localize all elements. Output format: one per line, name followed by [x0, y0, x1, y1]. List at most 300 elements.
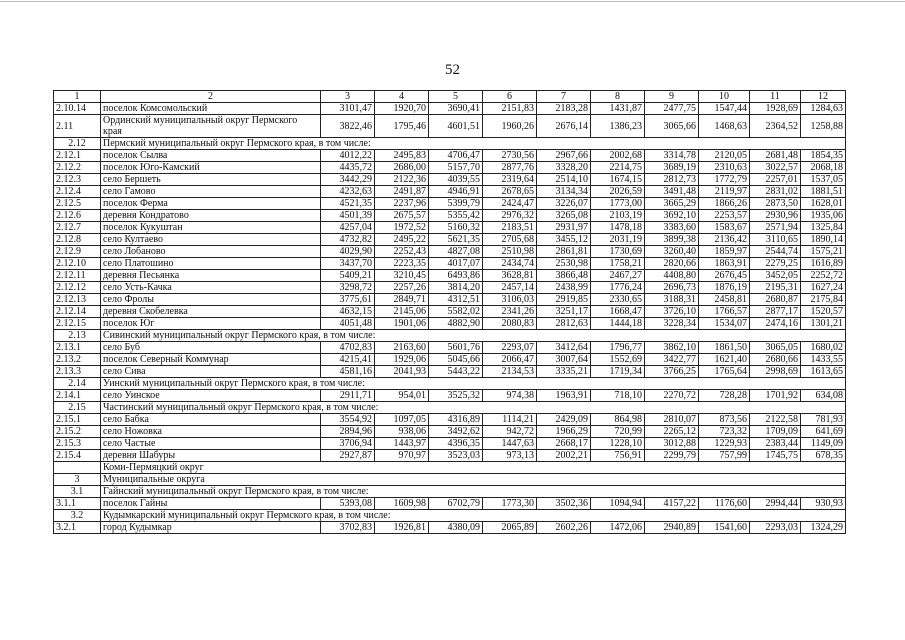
value-cell: 1613,65: [801, 366, 846, 378]
row-code: 2.15.1: [54, 414, 101, 426]
row-code: 2.12.15: [54, 318, 101, 330]
column-number: 6: [483, 91, 537, 103]
value-cell: 5621,35: [429, 234, 483, 246]
table-row: [54, 246, 846, 258]
value-cell: 1859,97: [699, 246, 750, 258]
row-code: 2.14.1: [54, 390, 101, 402]
value-cell: 2705,68: [483, 234, 537, 246]
value-cell: 2495,22: [375, 234, 429, 246]
value-cell: 2894,96: [321, 426, 375, 438]
value-cell: 728,28: [699, 390, 750, 402]
section-row: [54, 402, 846, 414]
settlement-name: поселок Юго-Камский: [101, 162, 321, 174]
value-cell: 2467,27: [591, 270, 645, 282]
section-title: Уинский муниципальный округ Пермского края, в том числе:: [101, 378, 846, 390]
column-number: 9: [645, 91, 699, 103]
value-cell: 3899,38: [645, 234, 699, 246]
value-cell: 1854,35: [801, 150, 846, 162]
page-number: 52: [445, 62, 460, 78]
settlement-name: село Култаево: [101, 234, 321, 246]
value-cell: 2122,36: [375, 174, 429, 186]
row-code: 2.12.14: [54, 306, 101, 318]
value-cell: 4882,90: [429, 318, 483, 330]
row-code: 2.12.5: [54, 198, 101, 210]
value-cell: 2163,60: [375, 342, 429, 354]
value-cell: 1284,63: [801, 103, 846, 115]
value-cell: 3706,94: [321, 438, 375, 450]
value-cell: 3065,66: [645, 115, 699, 138]
value-cell: 718,10: [591, 390, 645, 402]
value-cell: 2257,01: [750, 174, 801, 186]
value-cell: 2510,98: [483, 246, 537, 258]
value-cell: 1890,14: [801, 234, 846, 246]
table-row: [54, 306, 846, 318]
value-cell: 2994,44: [750, 498, 801, 510]
value-cell: 756,91: [591, 450, 645, 462]
value-cell: 3188,31: [645, 294, 699, 306]
value-cell: 1621,40: [699, 354, 750, 366]
value-cell: 4706,47: [429, 150, 483, 162]
value-cell: 723,32: [699, 426, 750, 438]
value-cell: 1719,34: [591, 366, 645, 378]
value-cell: 2530,98: [537, 258, 591, 270]
value-cell: 3210,45: [375, 270, 429, 282]
value-cell: 2252,43: [375, 246, 429, 258]
row-code: 2.15.3: [54, 438, 101, 450]
value-cell: 2911,71: [321, 390, 375, 402]
row-code: 2.12.11: [54, 270, 101, 282]
value-cell: 938,06: [375, 426, 429, 438]
row-code: 3.1.1: [54, 498, 101, 510]
value-cell: 2680,87: [750, 294, 801, 306]
value-cell: 1929,06: [375, 354, 429, 366]
value-cell: 2214,75: [591, 162, 645, 174]
value-cell: 2930,96: [750, 210, 801, 222]
section-title: Частинский муниципальный округ Пермского края, в том числе:: [101, 402, 846, 414]
value-cell: 2998,69: [750, 366, 801, 378]
section-row: [54, 510, 846, 522]
value-cell: 3452,05: [750, 270, 801, 282]
row-code: 2.15.2: [54, 426, 101, 438]
column-number: 1: [54, 91, 101, 103]
value-cell: 2031,19: [591, 234, 645, 246]
value-cell: 2068,18: [801, 162, 846, 174]
value-cell: 634,08: [801, 390, 846, 402]
value-cell: 1094,94: [591, 498, 645, 510]
value-cell: 2678,65: [483, 186, 537, 198]
settlement-name: деревня Кондратово: [101, 210, 321, 222]
table-row: [54, 186, 846, 198]
value-cell: 3442,29: [321, 174, 375, 186]
value-cell: 1772,79: [699, 174, 750, 186]
value-cell: 2831,02: [750, 186, 801, 198]
value-cell: 3628,81: [483, 270, 537, 282]
value-cell: 3335,21: [537, 366, 591, 378]
value-cell: 3412,64: [537, 342, 591, 354]
value-cell: 3692,10: [645, 210, 699, 222]
value-cell: 2434,74: [483, 258, 537, 270]
value-cell: 4039,55: [429, 174, 483, 186]
value-cell: 3012,88: [645, 438, 699, 450]
value-cell: 1680,02: [801, 342, 846, 354]
value-cell: 2812,73: [645, 174, 699, 186]
value-cell: 2080,83: [483, 318, 537, 330]
value-cell: 3455,12: [537, 234, 591, 246]
value-cell: 1097,05: [375, 414, 429, 426]
value-cell: 2861,81: [537, 246, 591, 258]
row-code: [54, 462, 101, 474]
row-code: 2.11: [54, 115, 101, 138]
value-cell: 3766,25: [645, 366, 699, 378]
section-title: Муниципальные округа: [101, 474, 846, 486]
table-row: [54, 258, 846, 270]
section-row: [54, 330, 846, 342]
section-title: Гайнский муниципальный округ Пермского края, в том числе:: [101, 486, 846, 498]
value-cell: 4601,51: [429, 115, 483, 138]
value-cell: 2438,99: [537, 282, 591, 294]
settlement-name: село Фролы: [101, 294, 321, 306]
settlement-name: деревня Скобелевка: [101, 306, 321, 318]
value-cell: 3383,60: [645, 222, 699, 234]
value-cell: 1583,67: [699, 222, 750, 234]
value-cell: 4316,89: [429, 414, 483, 426]
value-cell: 864,98: [591, 414, 645, 426]
value-cell: 2341,26: [483, 306, 537, 318]
row-code: 2.15.4: [54, 450, 101, 462]
section-row: [54, 462, 846, 474]
value-cell: 2223,35: [375, 258, 429, 270]
value-cell: 1229,93: [699, 438, 750, 450]
value-cell: 1795,46: [375, 115, 429, 138]
row-code: 2.14: [54, 378, 101, 390]
settlement-name: село Ножовка: [101, 426, 321, 438]
value-cell: 4632,15: [321, 306, 375, 318]
value-cell: 2383,44: [750, 438, 801, 450]
value-cell: 1258,88: [801, 115, 846, 138]
settlement-name: село Лобаново: [101, 246, 321, 258]
value-cell: 2145,06: [375, 306, 429, 318]
value-cell: 970,97: [375, 450, 429, 462]
value-cell: 3525,32: [429, 390, 483, 402]
value-cell: 1301,21: [801, 318, 846, 330]
section-row: [54, 474, 846, 486]
value-cell: 1114,21: [483, 414, 537, 426]
value-cell: 2919,85: [537, 294, 591, 306]
value-cell: 3866,48: [537, 270, 591, 282]
value-cell: 2252,72: [801, 270, 846, 282]
value-cell: 2495,83: [375, 150, 429, 162]
value-cell: 1433,55: [801, 354, 846, 366]
value-cell: 4702,83: [321, 342, 375, 354]
value-cell: 3134,34: [537, 186, 591, 198]
value-cell: 3523,03: [429, 450, 483, 462]
row-code: 2.12.1: [54, 150, 101, 162]
value-cell: 2424,47: [483, 198, 537, 210]
value-cell: 720,99: [591, 426, 645, 438]
settlement-name: деревня Шабуры: [101, 450, 321, 462]
value-cell: 2676,14: [537, 115, 591, 138]
value-cell: 3228,34: [645, 318, 699, 330]
value-cell: 1472,06: [591, 522, 645, 534]
value-cell: 3862,10: [645, 342, 699, 354]
value-cell: 1176,60: [699, 498, 750, 510]
settlement-name: поселок Юг: [101, 318, 321, 330]
value-cell: 2675,57: [375, 210, 429, 222]
value-cell: 3298,72: [321, 282, 375, 294]
value-cell: 2571,94: [750, 222, 801, 234]
value-cell: 1926,81: [375, 522, 429, 534]
value-cell: 2151,83: [483, 103, 537, 115]
value-cell: 3726,10: [645, 306, 699, 318]
value-cell: 942,72: [483, 426, 537, 438]
value-cell: 3265,08: [537, 210, 591, 222]
value-cell: 4396,35: [429, 438, 483, 450]
value-cell: 2103,19: [591, 210, 645, 222]
row-code: 2.12.9: [54, 246, 101, 258]
value-cell: 1149,09: [801, 438, 846, 450]
value-cell: 2279,25: [750, 258, 801, 270]
row-code: 2.13.1: [54, 342, 101, 354]
value-cell: 873,56: [699, 414, 750, 426]
row-code: 2.13: [54, 330, 101, 342]
value-cell: 2119,97: [699, 186, 750, 198]
value-cell: 1972,52: [375, 222, 429, 234]
row-code: 2.12.7: [54, 222, 101, 234]
value-cell: 2195,31: [750, 282, 801, 294]
value-cell: 1520,57: [801, 306, 846, 318]
value-cell: 5045,66: [429, 354, 483, 366]
value-cell: 3554,92: [321, 414, 375, 426]
value-cell: 3251,17: [537, 306, 591, 318]
settlement-name: село Гамово: [101, 186, 321, 198]
value-cell: 2474,16: [750, 318, 801, 330]
value-cell: 4501,39: [321, 210, 375, 222]
settlement-name: поселок Сылва: [101, 150, 321, 162]
value-cell: 2877,17: [750, 306, 801, 318]
value-cell: 1324,29: [801, 522, 846, 534]
settlement-name: Ординский муниципальный округ Пермского края: [101, 115, 321, 138]
value-cell: 2680,66: [750, 354, 801, 366]
settlement-name: село Бабка: [101, 414, 321, 426]
row-code: 3.2: [54, 510, 101, 522]
value-cell: 2136,42: [699, 234, 750, 246]
table-row: [54, 162, 846, 174]
value-cell: 1920,70: [375, 103, 429, 115]
value-cell: 4380,09: [429, 522, 483, 534]
section-row: [54, 486, 846, 498]
top-rule: [0, 1, 905, 2]
value-cell: 974,38: [483, 390, 537, 402]
value-cell: 1876,19: [699, 282, 750, 294]
value-cell: 1766,57: [699, 306, 750, 318]
value-cell: 2931,97: [537, 222, 591, 234]
value-cell: 4521,35: [321, 198, 375, 210]
value-cell: 3702,83: [321, 522, 375, 534]
value-cell: 1478,18: [591, 222, 645, 234]
value-cell: 5393,08: [321, 498, 375, 510]
row-code: 2.12: [54, 138, 101, 150]
value-cell: 3491,48: [645, 186, 699, 198]
column-number: 7: [537, 91, 591, 103]
table-body: [54, 91, 846, 534]
value-cell: 1609,98: [375, 498, 429, 510]
table-row: [54, 318, 846, 330]
table-row: [54, 450, 846, 462]
value-cell: 2457,14: [483, 282, 537, 294]
value-cell: 1674,15: [591, 174, 645, 186]
column-number: 3: [321, 91, 375, 103]
settlement-name: город Кудымкар: [101, 522, 321, 534]
value-cell: 2696,73: [645, 282, 699, 294]
value-cell: 2310,63: [699, 162, 750, 174]
value-cell: 4051,48: [321, 318, 375, 330]
value-cell: 1627,24: [801, 282, 846, 294]
row-code: 3.1: [54, 486, 101, 498]
value-cell: 2026,59: [591, 186, 645, 198]
value-cell: 1541,60: [699, 522, 750, 534]
value-cell: 2849,71: [375, 294, 429, 306]
settlement-name: село Бершеть: [101, 174, 321, 186]
value-cell: 4435,72: [321, 162, 375, 174]
row-code: 2.12.4: [54, 186, 101, 198]
value-cell: 954,01: [375, 390, 429, 402]
value-cell: 2668,17: [537, 438, 591, 450]
value-cell: 4312,51: [429, 294, 483, 306]
value-cell: 3101,47: [321, 103, 375, 115]
value-cell: 2065,89: [483, 522, 537, 534]
value-cell: 2544,74: [750, 246, 801, 258]
value-cell: 2120,05: [699, 150, 750, 162]
table-row: [54, 210, 846, 222]
tariff-table: [53, 90, 846, 534]
value-cell: 2429,09: [537, 414, 591, 426]
row-code: 2.12.10: [54, 258, 101, 270]
section-title: Сивинский муниципальный округ Пермского края, в том числе:: [101, 330, 846, 342]
value-cell: 3437,70: [321, 258, 375, 270]
value-cell: 2293,03: [750, 522, 801, 534]
value-cell: 757,99: [699, 450, 750, 462]
value-cell: 5582,02: [429, 306, 483, 318]
value-cell: 1745,75: [750, 450, 801, 462]
column-number: 12: [801, 91, 846, 103]
table-row: [54, 438, 846, 450]
table-row: [54, 294, 846, 306]
value-cell: 1796,77: [591, 342, 645, 354]
value-cell: 2812,63: [537, 318, 591, 330]
value-cell: 2676,45: [699, 270, 750, 282]
value-cell: 1866,26: [699, 198, 750, 210]
value-cell: 1447,63: [483, 438, 537, 450]
value-cell: 3106,03: [483, 294, 537, 306]
settlement-name: поселок Ферма: [101, 198, 321, 210]
value-cell: 2253,57: [699, 210, 750, 222]
value-cell: 2299,79: [645, 450, 699, 462]
value-cell: 1547,44: [699, 103, 750, 115]
value-cell: 2134,53: [483, 366, 537, 378]
value-cell: 2514,10: [537, 174, 591, 186]
section-row: [54, 138, 846, 150]
value-cell: 2270,72: [645, 390, 699, 402]
settlement-name: поселок Кукуштан: [101, 222, 321, 234]
value-cell: 3065,05: [750, 342, 801, 354]
row-code: 2.12.6: [54, 210, 101, 222]
value-cell: 2330,65: [591, 294, 645, 306]
table-row: [54, 198, 846, 210]
value-cell: 2041,93: [375, 366, 429, 378]
settlement-name: село Уинское: [101, 390, 321, 402]
value-cell: 2967,66: [537, 150, 591, 162]
value-cell: 1861,50: [699, 342, 750, 354]
value-cell: 2976,32: [483, 210, 537, 222]
value-cell: 4012,22: [321, 150, 375, 162]
column-number: 2: [101, 91, 321, 103]
value-cell: 3492,62: [429, 426, 483, 438]
value-cell: 1966,29: [537, 426, 591, 438]
table-row: [54, 234, 846, 246]
value-cell: 781,93: [801, 414, 846, 426]
value-cell: 5399,79: [429, 198, 483, 210]
value-cell: 3775,61: [321, 294, 375, 306]
value-cell: 2002,68: [591, 150, 645, 162]
settlement-name: село Частые: [101, 438, 321, 450]
settlement-name: поселок Северный Коммунар: [101, 354, 321, 366]
value-cell: 1431,87: [591, 103, 645, 115]
value-cell: 2810,07: [645, 414, 699, 426]
settlement-name: деревня Песьянка: [101, 270, 321, 282]
row-code: 2.12.2: [54, 162, 101, 174]
value-cell: 2175,84: [801, 294, 846, 306]
table-row: [54, 426, 846, 438]
table-row: [54, 498, 846, 510]
value-cell: 5160,32: [429, 222, 483, 234]
value-cell: 1863,91: [699, 258, 750, 270]
table-row: [54, 150, 846, 162]
value-cell: 1444,18: [591, 318, 645, 330]
value-cell: 3422,77: [645, 354, 699, 366]
value-cell: 973,13: [483, 450, 537, 462]
value-cell: 2458,81: [699, 294, 750, 306]
value-cell: 1534,07: [699, 318, 750, 330]
row-code: 2.12.3: [54, 174, 101, 186]
value-cell: 2265,12: [645, 426, 699, 438]
value-cell: 1901,06: [375, 318, 429, 330]
value-cell: 1960,26: [483, 115, 537, 138]
value-cell: 2477,75: [645, 103, 699, 115]
value-cell: 641,69: [801, 426, 846, 438]
column-number: 11: [750, 91, 801, 103]
column-number: 4: [375, 91, 429, 103]
row-code: 3: [54, 474, 101, 486]
value-cell: 5355,42: [429, 210, 483, 222]
value-cell: 3822,46: [321, 115, 375, 138]
value-cell: 2820,66: [645, 258, 699, 270]
value-cell: 3328,20: [537, 162, 591, 174]
table-row: [54, 390, 846, 402]
row-code: 2.15: [54, 402, 101, 414]
settlement-name: поселок Гайны: [101, 498, 321, 510]
value-cell: 3007,64: [537, 354, 591, 366]
value-cell: 2927,87: [321, 450, 375, 462]
table-row: [54, 174, 846, 186]
row-code: 2.13.3: [54, 366, 101, 378]
value-cell: 3814,20: [429, 282, 483, 294]
value-cell: 2686,00: [375, 162, 429, 174]
value-cell: 678,35: [801, 450, 846, 462]
value-cell: 2877,76: [483, 162, 537, 174]
value-cell: 1668,47: [591, 306, 645, 318]
value-cell: 3689,19: [645, 162, 699, 174]
value-cell: 2602,26: [537, 522, 591, 534]
